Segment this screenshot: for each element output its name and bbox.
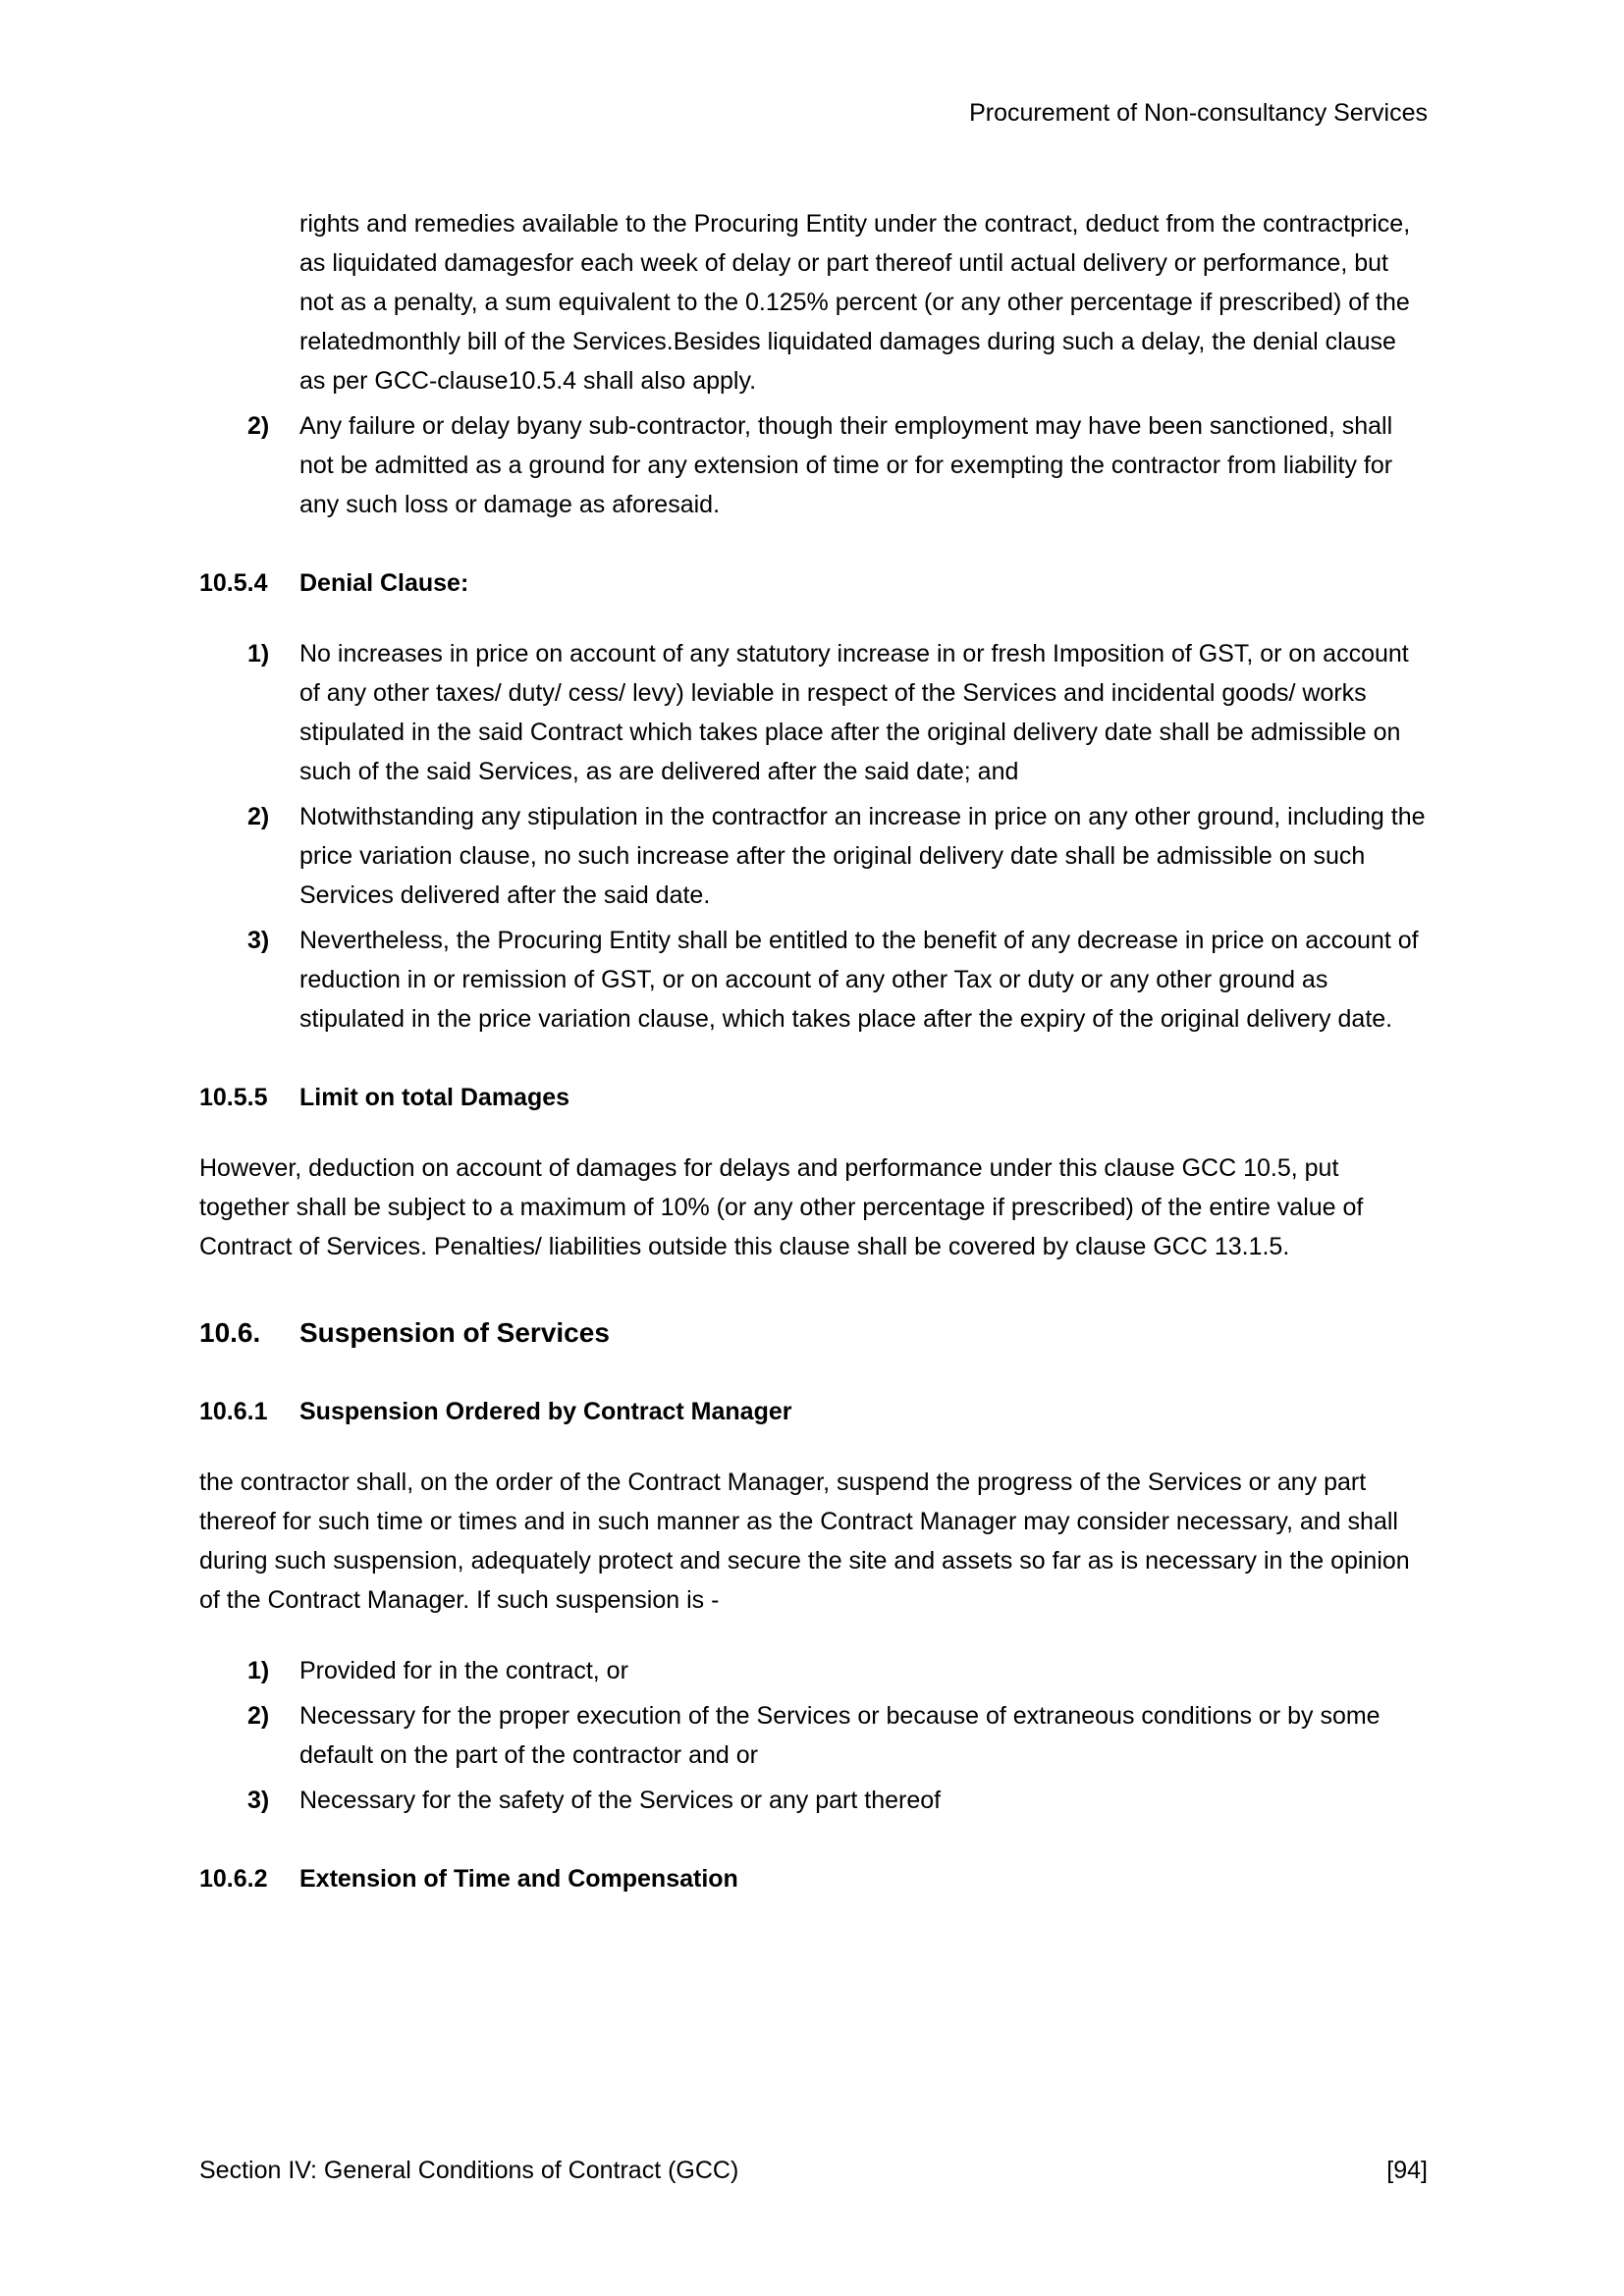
document-body (199, 204, 1428, 1898)
heading-number: 10.6.2 (199, 1865, 268, 1893)
list-text: Provided for in the contract, or (299, 1657, 628, 1684)
list-number: 1) (247, 640, 270, 667)
list-item (247, 406, 1428, 524)
list-number: 1) (247, 1657, 270, 1684)
heading-title: Denial Clause: (299, 569, 469, 597)
footer-page-number: [94] (1386, 2157, 1428, 2184)
section-heading-10-5-4 (199, 563, 1428, 603)
list-item (247, 1781, 1428, 1820)
list-text: Any failure or delay byany sub-contractor, though their employment may have been sanctioned, shall not be admitted as a ground for any extension of time or for exempting the contractor from liability for any such loss or damage as aforesaid. (299, 412, 1393, 518)
list-number: 2) (247, 1702, 270, 1730)
list-number: 2) (247, 412, 270, 440)
denial-clause-list (199, 634, 1428, 1039)
heading-title: Suspension Ordered by Contract Manager (299, 1398, 792, 1425)
section-heading-10-6 (199, 1313, 1428, 1353)
list-item (247, 1651, 1428, 1690)
heading-number: 10.6.1 (199, 1398, 268, 1425)
page-header (199, 98, 1428, 128)
list-item (247, 921, 1428, 1039)
list-text: Necessary for the proper execution of the Services or because of extraneous conditions or by some default on the part of the contractor and or (299, 1702, 1380, 1769)
heading-title: Suspension of Services (299, 1317, 610, 1348)
list-text: Notwithstanding any stipulation in the contractfor an increase in price on any other ground, including the price variation clause, no such increase after the original delivery date shall be admissible on such Services delivered after the said date. (299, 803, 1426, 909)
suspension-list (199, 1651, 1428, 1820)
footer-section-label: Section IV: General Conditions of Contract (GCC) (199, 2157, 739, 2184)
heading-number: 10.6. (199, 1317, 261, 1348)
heading-number: 10.5.5 (199, 1084, 268, 1111)
header-title: Procurement of Non-consultancy Services (969, 99, 1428, 127)
list-text: Nevertheless, the Procuring Entity shall be entitled to the benefit of any decrease in price on account of reduction in or remission of GST, or on account of any other Tax or duty or any other ground as stipulated in the price variation clause, which takes place after the expiry of the original delivery date. (299, 927, 1419, 1033)
list-number: 2) (247, 803, 270, 830)
list-number: 3) (247, 1787, 270, 1814)
list-text: No increases in price on account of any statutory increase in or fresh Imposition of GST, or on account of any other taxes/ duty/ cess/ levy) leviable in respect of the Services and incidental goods/ works stipulated in the said Contract which takes place after the original delivery date shall be admissible on such of the said Services, as are delivered after the said date; and (299, 640, 1409, 785)
heading-number: 10.5.4 (199, 569, 268, 597)
section-heading-10-6-1 (199, 1392, 1428, 1431)
paragraph-10-6-1: the contractor shall, on the order of the Contract Manager, suspend the progress of the Services or any part thereof for such time or times and in such manner as the Contract Manager may consider necessary, and shall during such suspension, adequately protect and secure the site and assets so far as is necessary in the opinion of the Contract Manager. If such suspension is - (199, 1468, 1410, 1614)
section-heading-10-6-2 (199, 1859, 1428, 1898)
list-number: 3) (247, 927, 270, 954)
paragraph-10-5-5: However, deduction on account of damages for delays and performance under this clause GCC 10.5, put together shall be subject to a maximum of 10% (or any other percentage if prescribed) of the entire value of Contract of Services. Penalties/ liabilities outside this clause shall be covered by clause GCC 13.1.5. (199, 1154, 1364, 1260)
page-footer (199, 2156, 1428, 2185)
clause-continuation-list (199, 406, 1428, 524)
section-heading-10-5-5 (199, 1078, 1428, 1117)
heading-title: Extension of Time and Compensation (299, 1865, 738, 1893)
list-text: Necessary for the safety of the Services or any part thereof (299, 1787, 942, 1814)
list-item (247, 797, 1428, 915)
list-item (247, 634, 1428, 791)
heading-title: Limit on total Damages (299, 1084, 570, 1111)
clause-continuation-paragraph: rights and remedies available to the Procuring Entity under the contract, deduct from the contractprice, as liquidated damagesfor each week of delay or part thereof until actual delivery or performance, but not as a penalty, a sum equivalent to the 0.125% percent (or any other percentage if prescribed) of the relatedmonthly bill of the Services.Besides liquidated damages during such a delay, the denial clause as per GCC-clause10.5.4 shall also apply. (299, 210, 1411, 395)
list-item (247, 1696, 1428, 1775)
